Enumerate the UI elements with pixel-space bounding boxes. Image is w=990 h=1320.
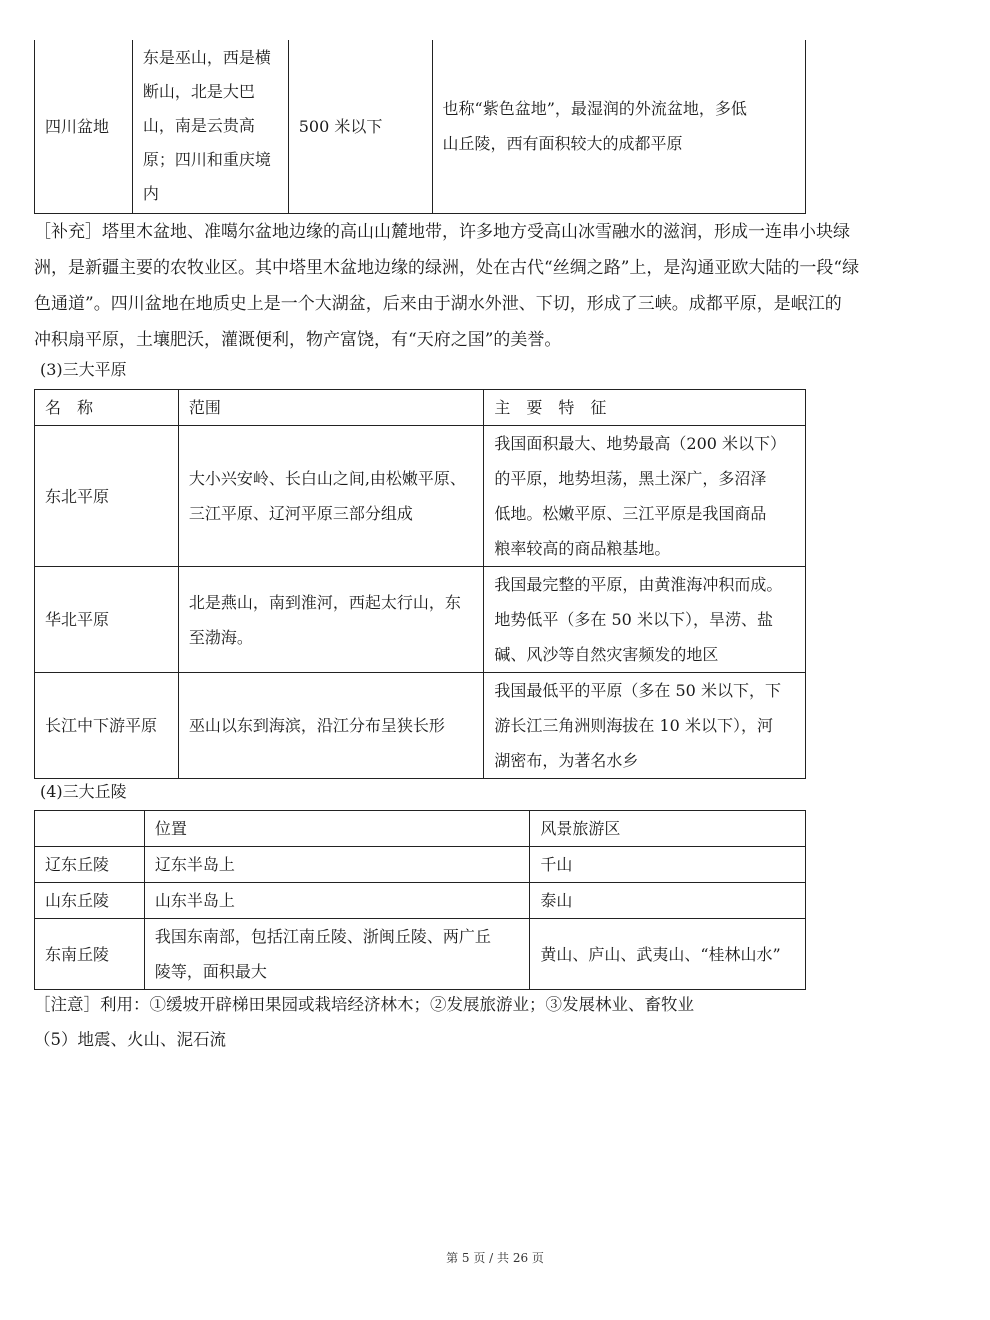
plain-feature-line: 我国面积最大、地势最高（200 米以下）: [494, 434, 787, 453]
table-row: [35, 919, 806, 990]
table-header-row: [35, 390, 806, 426]
plain-range-line: 至渤海。: [188, 627, 253, 647]
table-row: [35, 883, 806, 919]
basin-feature-line: 也称“紫色盆地”，最湿润的外流盆地，多低: [442, 99, 747, 119]
section5-line: （5）地震、火山、泥石流: [34, 1030, 226, 1049]
plain-range-line: 大小兴安岭、长白山之间,由松嫩平原、: [188, 469, 466, 488]
plain-feature-line: 我国最低平的平原（多在 50 米以下，下: [494, 681, 781, 700]
hills-table: [34, 810, 806, 990]
table-row: [35, 567, 806, 673]
plain-feature-line: 低地。松嫩平原、三江平原是我国商品: [494, 504, 767, 523]
plain-feature-line: 地势低平（多在 50 米以下），旱涝、盐: [494, 610, 773, 629]
basin-location: [132, 40, 288, 213]
plains-heading: (3)三大平原: [40, 360, 127, 379]
hill-location-line: 我国东南部，包括江南丘陵、浙闽丘陵、两广丘: [154, 927, 491, 946]
hill-location: [144, 919, 529, 990]
basin-name: 四川盆地: [35, 40, 133, 213]
plain-feature-line: 粮率较高的商品粮基地。: [494, 539, 671, 558]
plain-feature-line: 湖密布，为著名水乡: [494, 751, 639, 770]
basin-feature-line: 山丘陵，西有面积较大的成都平原: [442, 134, 683, 154]
plain-features: [484, 673, 806, 779]
plain-feature-line: 游长江三角洲则海拔在 10 米以下），河: [494, 716, 773, 735]
supplement-line: 洲，是新疆主要的农牧业区。其中塔里木盆地边缘的绿洲，处在古代“丝绸之路”上，是沟通亚欧大陆的一段“绿: [34, 258, 860, 278]
hill-name: 东南丘陵: [35, 919, 145, 990]
basin-location-line: 内: [142, 184, 159, 204]
plain-feature-line: 的平原，地势坦荡，黑土深广，多沼泽: [494, 469, 767, 488]
supplement-paragraph: [34, 214, 954, 358]
table-row: [35, 673, 806, 779]
basin-location-line: 山，南是云贵高: [142, 116, 255, 136]
supplement-line: 冲积扇平原，土壤肥沃，灌溉便利，物产富饶，有“天府之国”的美誉。: [34, 330, 562, 350]
plain-range-line: 北是燕山，南到淮河，西起太行山，东: [188, 592, 461, 612]
hills-header-scenic: 风景旅游区: [530, 811, 806, 847]
hills-header-location: 位置: [144, 811, 529, 847]
plain-range: [178, 426, 484, 567]
plain-feature-line: 我国最完整的平原，由黄淮海冲积而成。: [494, 575, 783, 594]
table-row: [35, 426, 806, 567]
plain-range: [178, 673, 484, 779]
plain-name: 华北平原: [35, 567, 179, 673]
plain-range: [178, 567, 484, 673]
plains-header-features: 主 要 特 征: [484, 390, 806, 426]
plain-range-line: 巫山以东到海滨，沿江分布呈狭长形: [188, 716, 445, 735]
hill-scenic: 泰山: [530, 883, 806, 919]
basin-location-line: 断山，北是大巴: [142, 82, 255, 102]
plains-header-name: 名 称: [35, 390, 179, 426]
hill-location: 山东半岛上: [144, 883, 529, 919]
hill-name: 山东丘陵: [35, 883, 145, 919]
basin-elevation: 500 米以下: [288, 40, 432, 213]
supplement-line: 色通道”。四川盆地在地质史上是一个大湖盆，后来由于湖水外泄、下切，形成了三峡。成都平原，是岷江的: [34, 294, 842, 314]
plain-features: [484, 567, 806, 673]
supplement-line: ［补充］塔里木盆地、准噶尔盆地边缘的高山山麓地带，许多地方受高山冰雪融水的滋润，形成一连串小块绿: [34, 222, 850, 242]
hills-heading: (4)三大丘陵: [40, 782, 127, 801]
basin-table: [34, 40, 806, 214]
hill-name: 辽东丘陵: [35, 847, 145, 883]
table-header-row: [35, 811, 806, 847]
table-row: [35, 847, 806, 883]
plain-name: 东北平原: [35, 426, 179, 567]
hill-scenic: 黄山、庐山、武夷山、“桂林山水”: [530, 919, 806, 990]
table-row: [35, 40, 806, 213]
page-footer: 第 5 页 / 共 26 页: [446, 1251, 544, 1265]
plain-features: [484, 426, 806, 567]
hill-location-line: 陵等，面积最大: [154, 962, 267, 981]
hills-header-blank: [35, 811, 145, 847]
plain-feature-line: 碱、风沙等自然灾害频发的地区: [494, 645, 719, 664]
plains-table: [34, 389, 806, 779]
basin-location-line: 原；四川和重庆境: [142, 150, 271, 170]
plain-range-line: 三江平原、辽河平原三部分组成: [188, 504, 413, 523]
note-line: ［注意］利用：①缓坡开辟梯田果园或栽培经济林木；②发展旅游业；③发展林业、畜牧业: [34, 995, 694, 1014]
basin-location-line: 东是巫山，西是横: [142, 48, 271, 68]
hill-location: 辽东半岛上: [144, 847, 529, 883]
plains-header-range: 范围: [178, 390, 484, 426]
plain-name: 长江中下游平原: [35, 673, 179, 779]
hill-scenic: 千山: [530, 847, 806, 883]
basin-features: [432, 40, 805, 213]
